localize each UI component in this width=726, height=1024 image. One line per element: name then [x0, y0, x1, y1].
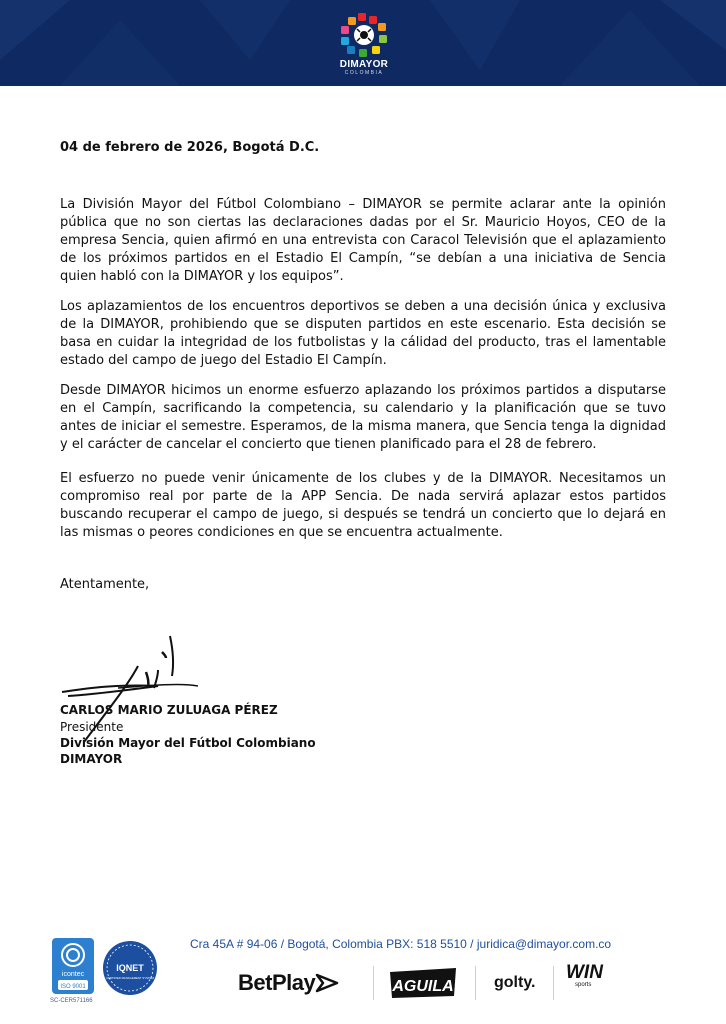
betplay-sponsor-logo — [238, 964, 341, 1002]
win-sports-label: sports — [575, 982, 592, 988]
footer-address: Cra 45A # 94-06 / Bogotá, Colombia PBX: 518 5510 / juridica@dimayor.com.co — [190, 937, 612, 951]
icontec-certification-badge — [52, 938, 94, 994]
golty-wordmark: golty. — [494, 974, 536, 991]
iqnet-label: IQNET — [116, 963, 144, 973]
signatory-name: CARLOS MARIO ZULUAGA PÉREZ — [60, 703, 278, 717]
iqnet-certification-badge — [102, 940, 158, 996]
signatory-organization: División Mayor del Fútbol Colombiano — [60, 736, 316, 750]
logo-subtitle: COLOMBIA — [344, 70, 384, 76]
sponsor-divider — [475, 966, 476, 1000]
aguila-sponsor-logo — [388, 964, 458, 1002]
closing-salutation: Atentamente, — [60, 577, 150, 592]
golty-sponsor-logo — [494, 964, 535, 1002]
dimayor-emblem-icon — [338, 12, 390, 58]
betplay-arrow-icon — [315, 972, 341, 994]
paragraph-1: La División Mayor del Fútbol Colombiano – DIMAYOR se permite aclarar ante la opinión pública que no son ciertas las declaraciones dadas por el Sr. Mauricio Hoyos, CEO de la empresa Sencia, quien afirmó en una entrevista con Caracol Televisión que el aplazamiento de los próximos partidos en el Estadio El Campín, “se debían a una iniciativa de Sencia quien habló con la DIMAYOR y los equipos”. — [60, 197, 666, 284]
paragraph-2: Los aplazamientos de los encuentros deportivos se deben a una decisión única y exclusiva de la DIMAYOR, prohibiendo que se disputen partidos en este escenario. Esta decisión se basa en cuidar la integridad de los futbolistas y la cálidad del producto, tras el lamentable estado del campo de juego del Estadio El Campín. — [60, 299, 666, 368]
icontec-label: icontec — [61, 971, 85, 978]
certification-code: SC-CER571166 — [50, 998, 93, 1004]
iso-label: ISO 9001 — [60, 984, 86, 990]
logo-wordmark: DIMAYOR — [339, 59, 389, 70]
sponsor-divider — [553, 966, 554, 1000]
paragraph-4: El esfuerzo no puede venir únicamente de los clubes y de la DIMAYOR. Necesitamos un compromiso real por parte de la APP Sencia. De nada servirá aplazar estos partidos buscando recuperar el campo de juego, si después se tendrá un concierto que lo dejará en las mismas o peores condiciones en que se encuentra actualmente. — [60, 471, 666, 540]
aguila-wordmark: AGUILA — [392, 978, 454, 995]
letterhead-banner — [0, 0, 726, 86]
win-wordmark: WIN — [566, 962, 603, 983]
sponsor-divider — [373, 966, 374, 1000]
signatory-role: Presidente — [60, 720, 124, 734]
win-sports-sponsor-logo — [566, 964, 603, 1002]
dimayor-logo — [337, 12, 391, 82]
betplay-wordmark: BetPlay — [238, 970, 316, 995]
letter-date: 04 de febrero de 2026, Bogotá D.C. — [60, 140, 320, 155]
signatory-organization-short: DIMAYOR — [60, 752, 123, 766]
iqnet-sub-label: CERTIFIED MANAGEMENT SYSTEM — [106, 976, 154, 980]
paragraph-3: Desde DIMAYOR hicimos un enorme esfuerzo aplazando los próximos partidos a disputarse en el Campín, sacrificando la competencia, su calendario y la planificación que se tuvo antes de iniciar el semestre. Esperamos, de la misma manera, que Sencia tenga la dignidad y el carácter de cancelar el concierto que tienen planificado para el 28 de febrero. — [60, 383, 666, 452]
